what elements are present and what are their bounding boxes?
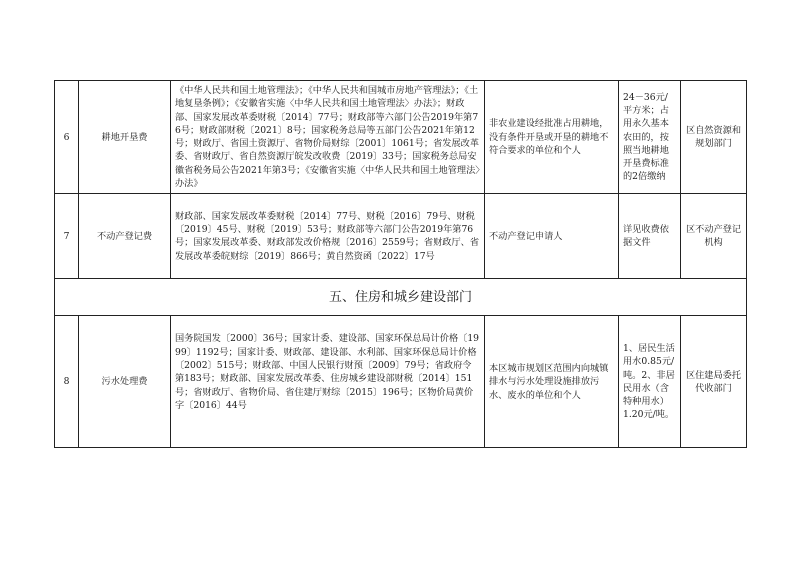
- collecting-department: 区自然资源和规划部门: [681, 81, 747, 194]
- fee-name: 不动产登记费: [79, 194, 171, 279]
- section-header-row: [55, 279, 747, 316]
- payer-scope: 非农业建设经批准占用耕地，没有条件开垦或开垦的耕地不符合要求的单位和个人: [485, 81, 619, 194]
- fee-standard: 1、居民生活用水0.85元/吨。2、非居民用水（含特种用水）1.20元/吨。: [619, 316, 681, 448]
- fee-name: 耕地开垦费: [79, 81, 171, 194]
- fee-name: 污水处理费: [79, 316, 171, 448]
- section-title: 五、住房和城乡建设部门: [55, 279, 747, 316]
- row-number: 8: [55, 316, 79, 448]
- legal-basis: 《中华人民共和国土地管理法》；《中华人民共和国城市房地产管理法》；《土地复垦条例》；《安徽省实施〈中华人民共和国土地管理法〉办法》；财政部、国家发展改革委财税〔2014〕77号；财政部等六部门公告2019年第76号；财政部财税〔2021〕8号；国家税务总局等五部门公告2021年第12号；财政厅、省国土资源厅、省物价局财综〔2001〕1061号；省发展改革委、省财政厅、省自然资源厅皖发改收费〔2019〕33号；国家税务总局安徽省税务局公告2021年第3号；《安徽省实施〈中华人民共和国土地管理法〉办法》: [171, 81, 485, 194]
- collecting-department: 区住建局委托代收部门: [681, 316, 747, 448]
- fee-standard: 详见收费依据文件: [619, 194, 681, 279]
- fee-table: [54, 80, 747, 448]
- fee-standard: 24－36元/平方米；占用永久基本农田的，按照当地耕地开垦费标准的2倍缴纳: [619, 81, 681, 194]
- legal-basis: 国务院国发〔2000〕36号；国家计委、建设部、国家环保总局计价格〔1999〕1192号；国家计委、财政部、建设部、水利部、国家环保总局计价格〔2002〕515号；财政部、中国人民银行财预〔2009〕79号；省政府令第183号；财政部、国家发展改革委、住房城乡建设部财税〔2014〕151号；省财政厅、省物价局、省住建厅财综〔2015〕196号；区物价局黄价字〔2016〕44号: [171, 316, 485, 448]
- collecting-department: 区不动产登记机构: [681, 194, 747, 279]
- table-row: [55, 194, 747, 279]
- table-row: [55, 316, 747, 448]
- payer-scope: 本区城市规划区范围内向城镇排水与污水处理设施排放污水、废水的单位和个人: [485, 316, 619, 448]
- row-number: 6: [55, 81, 79, 194]
- row-number: 7: [55, 194, 79, 279]
- table-row: [55, 81, 747, 194]
- payer-scope: 不动产登记申请人: [485, 194, 619, 279]
- legal-basis: 财政部、国家发展改革委财税〔2014〕77号、财税〔2016〕79号、财税〔2019〕45号、财税〔2019〕53号；财政部等六部门公告2019年第76号；国家发展改革委、财政部发改价格规〔2016〕2559号；省财政厅、省发展改革委皖财综〔2019〕866号；黄自然资函〔2022〕17号: [171, 194, 485, 279]
